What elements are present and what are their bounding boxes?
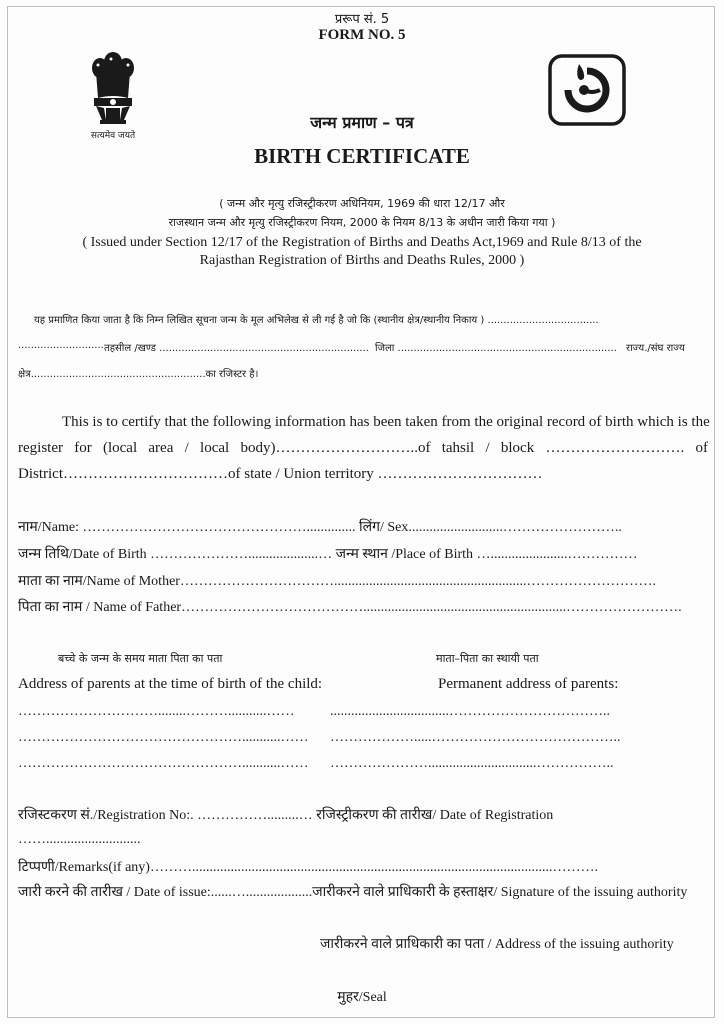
permanent-address-label: Permanent address of parents:: [438, 676, 619, 692]
birth-address-label: Address of parents at the time of birth of the child:: [18, 676, 323, 692]
title-hindi: जन्म प्रमाण – पत्र: [310, 113, 414, 132]
permanent-address-label-hindi: माता–पिता का स्थायी पता: [436, 652, 539, 665]
certify-english-line-3: District……………………………of state / Union territory ……………………………: [18, 466, 543, 482]
name-sex-field: नाम/Name: ………………………………………….............. लिंग/ Sex...........................……………………..: [18, 520, 622, 535]
birth-address-line-1: …………………………........………...........……: [18, 704, 295, 719]
birth-address-line-2: …………………………………………...........……: [18, 730, 309, 745]
issue-date-signature-field: जारी करने की तारीख / Date of issue:......…...................जारीकरने वाले प्राधिकारी के हस्ताक्षर/ Signature of the issuing authority: [18, 885, 688, 900]
certify-english-line-1: This is to certify that the following information has been taken from the original record of birth which is the: [62, 414, 710, 430]
certify-hindi-district: जिला .....................................................................: [375, 343, 617, 354]
certify-hindi-blank: ...........................: [18, 340, 104, 351]
certify-hindi-tahsil: तहसील /खण्ड ..................................................................: [104, 343, 369, 354]
mother-name-field: माता का नाम/Name of Mother…………………………….......................................................……………………….: [18, 574, 656, 589]
remarks-field: टिप्पणी/Remarks(if any)……….......................................................................................................……….: [18, 860, 598, 875]
certify-hindi-line-1: यह प्रमाणित किया जाता है कि निम्न लिखित सूचना जन्म के मूल अभिलेख से ली गई है जो कि (स्थानीय क्षेत्र/स्थानीय निकाय ) ...................................: [34, 315, 599, 326]
dob-place-field: जन्म तिथि/Date of Birth …………………....................… जन्म स्थान /Place of Birth …......................……………: [18, 547, 638, 562]
authority-hindi-line-2: राजस्थान जन्म और मृत्यु रजिस्ट्रीकरण नियम, 2000 के नियम 8/13 के अधीन जारी किया गया ): [168, 216, 556, 229]
birth-address-line-3: …………………………………………...........……: [18, 756, 309, 771]
form-number-hindi: प्ररूप सं. 5: [334, 12, 390, 27]
authority-english-line-2: Rajasthan Registration of Births and Deaths Rules, 2000 ): [199, 253, 525, 268]
page-title: BIRTH CERTIFICATE: [254, 144, 470, 168]
father-name-field: पिता का नाम / Name of Father…………………………………..........................................................…………………….: [18, 600, 682, 615]
form-number: FORM NO. 5: [318, 27, 406, 43]
permanent-address-line-1: ..................................……………………………..: [330, 704, 610, 719]
permanent-address-line-2: ……………….....…………………………………..: [330, 730, 621, 745]
authority-english-line-1: ( Issued under Section 12/17 of the Registration of Births and Deaths Act,1969 and Rule 8/13 of the: [82, 235, 642, 250]
certify-hindi-line-3: क्षेत्र.......................................................का रजिस्टर है।: [18, 369, 259, 380]
permanent-address-line-3: …………………...............................……………..: [330, 756, 614, 771]
certify-hindi-state: राज्य./संघ राज्य: [626, 343, 685, 354]
authority-address-label: जारीकरने वाले प्राधिकारी का पता / Address of the issuing authority: [320, 937, 674, 952]
registration-date-blank: ……...........................: [18, 832, 141, 847]
authority-hindi-line-1: ( जन्म और मृत्यु रजिस्ट्रीकरण अधिनियम, 1969 की धारा 12/17 और: [219, 197, 505, 210]
registration-field: रजिस्टकरण सं./Registration No:. …………….........… रजिस्ट्रीकरण की तारीख/ Date of Registration: [18, 808, 554, 823]
seal-label: मुहर/Seal: [337, 990, 387, 1005]
emblem-motto: सत्यमेव जयते: [90, 131, 136, 141]
certify-english-line-2: register for (local area / local body)………………………..of tahsil / block ………………………. of: [18, 440, 708, 456]
birth-address-label-hindi: बच्चे के जन्म के समय माता पिता का पता: [58, 652, 223, 665]
